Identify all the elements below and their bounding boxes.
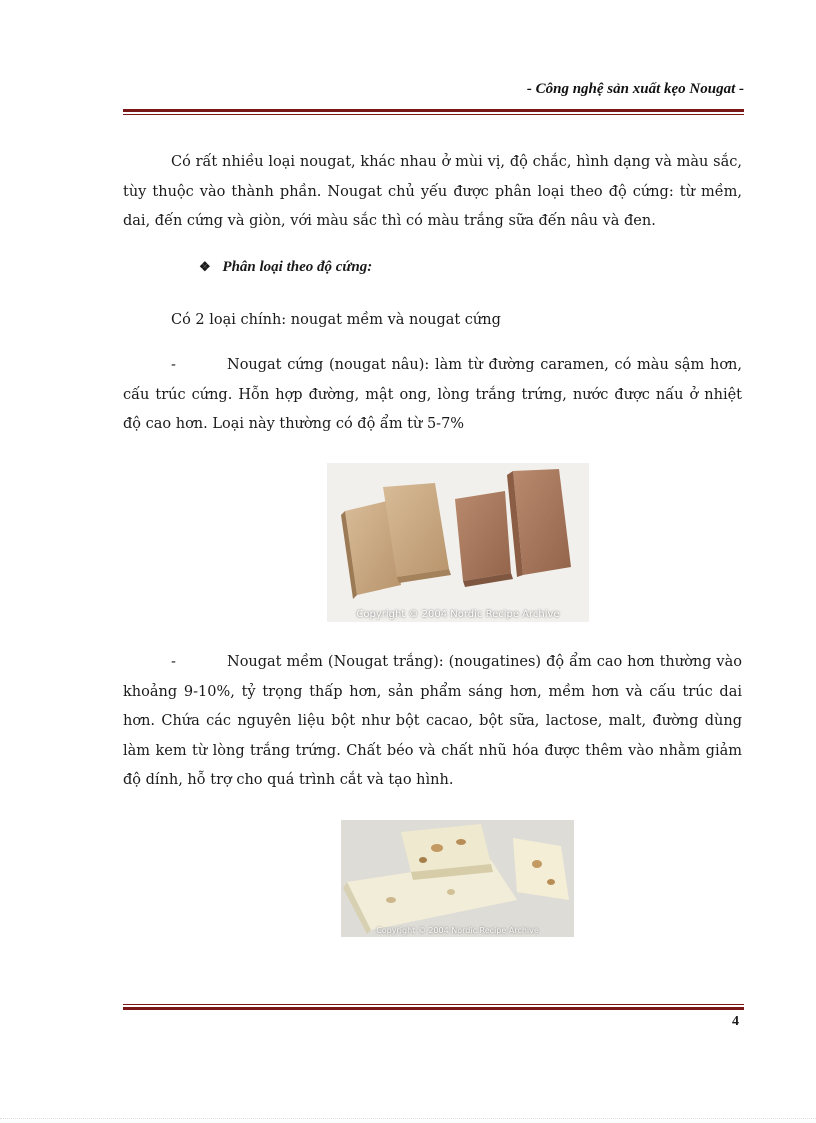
header-rule [123,109,744,115]
photo-caption: Copyright © 2004 Nordic Recipe Archive [376,926,539,935]
soft-nougat-photo [341,820,574,937]
hard-nougat-photo [327,463,589,622]
page-edge-divider [0,1118,816,1119]
dash-marker: - [171,357,176,373]
list-item-soft-nougat [123,648,742,796]
intro-paragraph: Có rất nhiều loại nougat, khác nhau ở mùi vị, độ chắc, hình dạng và màu sắc, tùy thuộc vào thành phần. Nougat chủ yếu được phân loại theo độ cứng: từ mềm, dai, đến cứng và giòn, với màu sắc thì có màu trắng sữa đến nâu và đen. [123,154,742,229]
section-heading-text: Phân loại theo độ cứng: [222,259,373,275]
list-item-text: Nougat mềm (Nougat trắng): (nougatines) độ ẩm cao hơn thường vào khoảng 9-10%, tỷ trọng thấp hơn, sản phẩm sáng hơn, mềm hơn và cấu trúc dai hơn. Chứa các nguyên liệu bột như bột cacao, bột sữa, lactose, malt, đường dùng làm kem từ lòng trắng trứng. Chất béo và chất nhũ hóa được thêm vào nhằm giảm độ dính, hỗ trợ cho quá trình cắt và tạo hình. [123,654,742,788]
summary-paragraph: Có 2 loại chính: nougat mềm và nougat cứng [171,312,501,328]
diamond-bullet-icon: ❖ [199,259,211,274]
running-header: - Công nghệ sản xuất kẹo Nougat - [526,81,744,97]
page-number: 4 [732,1014,739,1029]
list-item-text: Nougat cứng (nougat nâu): làm từ đường caramen, có màu sậm hơn, cấu trúc cứng. Hỗn hợp đường, mật ong, lòng trắng trứng, nước được nấu ở nhiệt độ cao hơn. Loại này thường có độ ẩm từ 5-7% [123,357,742,432]
footer-rule [123,1004,744,1010]
photo-caption: Copyright © 2004 Nordic Recipe Archive [356,609,560,620]
dash-marker: - [171,654,176,670]
section-heading [199,259,372,276]
list-item-hard-nougat [123,351,742,440]
